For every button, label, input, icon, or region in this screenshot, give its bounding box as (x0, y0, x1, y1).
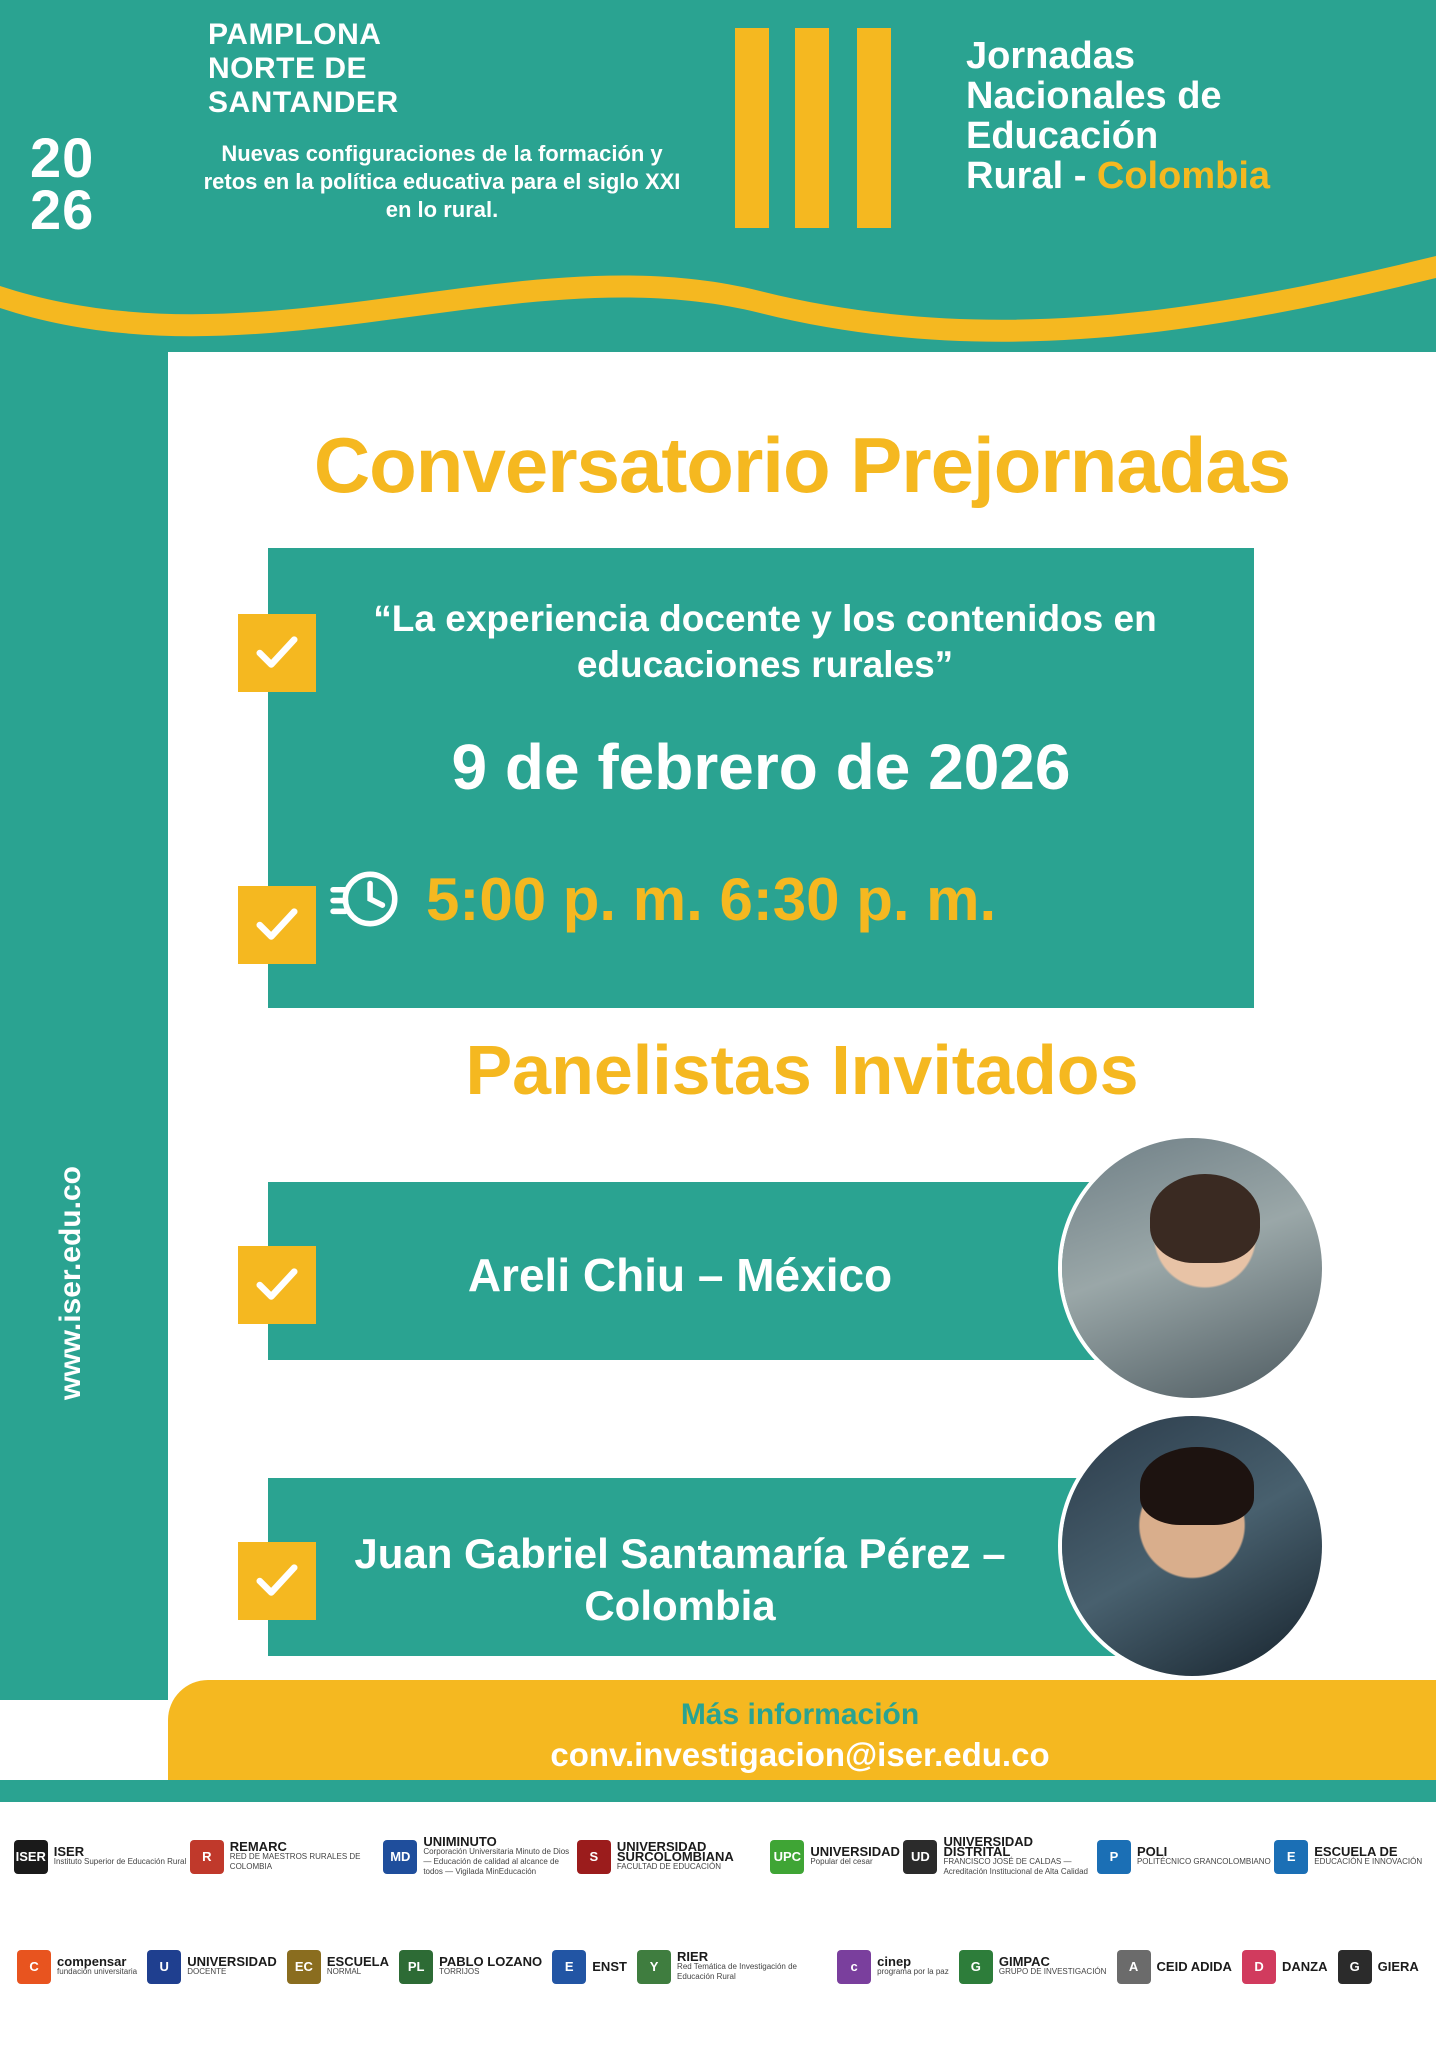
sponsor-logo-text: GIERA (1377, 1959, 1419, 1974)
sponsor-logo-mark: S (577, 1840, 611, 1874)
sponsor-logo-text: ESCUELA NORMAL (326, 1954, 390, 1976)
check-icon-panelist-2 (238, 1542, 316, 1620)
panelist-photo-2 (1058, 1412, 1326, 1680)
sponsor-logo (837, 1950, 949, 1984)
location-line-1: PAMPLONA (208, 18, 382, 51)
sponsor-logo-text: compensar fundación universitaria (57, 1954, 138, 1976)
sponsor-logo-text: ISER Instituto Superior de Educación Rural (53, 1844, 187, 1866)
sponsor-logo-text: ENST (592, 1959, 627, 1974)
location-line-3: SANTANDER (208, 86, 399, 119)
sponsor-logo-text: ESCUELA DE EDUCACIÓN E INNOVACIÓN (1314, 1844, 1423, 1866)
sponsor-logo-text: UNIVERSIDAD DOCENTE (187, 1954, 277, 1976)
topic-text: “La experiencia docente y los contenidos en educaciones rurales” (373, 598, 1157, 685)
sponsor-logo-text: GIMPAC GRUPO DE INVESTIGACIÓN (998, 1954, 1107, 1976)
sponsor-logo-mark: ISER (14, 1840, 48, 1874)
footer-strip (0, 1780, 1436, 1802)
sponsor-logo (1274, 1840, 1422, 1874)
sponsor-logo-text: DANZA (1282, 1959, 1328, 1974)
sponsor-logo-mark: C (17, 1950, 51, 1984)
sponsor-logo-text: PABLO LOZANO TORRIJOS (439, 1954, 543, 1976)
page-title: Conversatorio Prejornadas (313, 421, 1291, 509)
year-label: 20 26 (30, 126, 95, 241)
sponsor-logo-mark: P (1097, 1840, 1131, 1874)
sponsor-logo (1242, 1950, 1328, 1984)
sponsor-logo (577, 1840, 767, 1874)
panelists-heading: Panelistas Invitados (465, 1031, 1139, 1109)
sponsor-logo (17, 1950, 137, 1984)
event-title (966, 36, 1270, 196)
sponsor-logo-text: UNIVERSIDAD DISTRITAL FRANCISCO JOSÉ DE CALDAS — Acreditación Institucional de Alta Calidad (943, 1834, 1088, 1876)
sponsor-logo-text: RIER Red Temática de Investigación de Educación Rural (677, 1949, 797, 1981)
sponsor-logo-mark: Y (637, 1950, 671, 1984)
sponsor-logo-text: UNIVERSIDAD Popular del cesar (810, 1844, 900, 1866)
sponsor-logo-mark: A (1117, 1950, 1151, 1984)
sponsor-logo (1338, 1950, 1419, 1984)
sponsor-logo-text: CEID ADIDA (1156, 1959, 1232, 1974)
sponsor-logo-mark: UPC (770, 1840, 804, 1874)
check-icon-time (238, 886, 316, 964)
event-title-line-2: Nacionales de (966, 75, 1222, 117)
sponsor-logo-mark: c (837, 1950, 871, 1984)
location-label (208, 18, 399, 120)
event-title-line-3: Educación (966, 115, 1159, 157)
sponsor-logo-text: UNIVERSIDAD SURCOLOMBIANA FACULTAD DE EDUCACIÓN (616, 1839, 734, 1871)
sponsor-logo (1097, 1840, 1271, 1874)
sponsor-logo (147, 1950, 277, 1984)
panelist-name-2: Juan Gabriel Santamaría Pérez – Colombia (354, 1530, 1006, 1629)
event-title-line-1: Jornadas (966, 35, 1135, 77)
check-icon-topic (238, 614, 316, 692)
sponsor-logo (770, 1840, 900, 1874)
sponsor-logo-text: REMARC RED DE MAESTROS RURALES DE COLOMBIA (229, 1839, 361, 1871)
sponsor-logo (1117, 1950, 1232, 1984)
panelist-photo-1 (1058, 1134, 1326, 1402)
header-subtitle: Nuevas configuraciones de la formación y retos en la política educativa para el siglo XXI en lo rural. (182, 128, 702, 238)
sponsor-logo (637, 1950, 827, 1984)
sponsor-logo (190, 1840, 380, 1874)
sponsor-logo-mark: E (552, 1950, 586, 1984)
sponsor-logo (383, 1834, 573, 1877)
sponsor-logo-text: UNIMINUTO Corporación Universitaria Minuto de Dios — Educación de calidad al alcance de todos — Vigilada MinEducación (423, 1834, 570, 1876)
sponsor-logo (903, 1834, 1093, 1877)
website-vertical[interactable]: www.iser.edu.co (54, 1166, 87, 1400)
sponsor-logo-mark: E (1274, 1840, 1308, 1874)
sponsor-logo-text: POLI POLITÉCNICO GRANCOLOMBIANO (1136, 1844, 1271, 1866)
event-title-country: Colombia (1096, 155, 1271, 197)
panelist-name-1: Areli Chiu – México (467, 1249, 893, 1301)
sponsor-logo-mark: D (1242, 1950, 1276, 1984)
more-info-label: Más información (680, 1698, 920, 1731)
sponsor-logo-mark: R (190, 1840, 224, 1874)
sponsor-logo (959, 1950, 1107, 1984)
sponsor-logo-row-2 (0, 1912, 1436, 2022)
sponsor-logo-text: cinep programa por la paz (877, 1954, 949, 1976)
location-line-2: NORTE DE (208, 52, 368, 85)
sponsor-logo-mark: G (1338, 1950, 1372, 1984)
event-time: 5:00 p. m. 6:30 p. m. (426, 865, 997, 933)
event-date: 9 de febrero de 2026 (451, 731, 1071, 803)
sponsor-logo-row-1 (0, 1802, 1436, 1912)
clock-icon (330, 862, 404, 936)
sponsor-logo (14, 1840, 187, 1874)
sponsor-logo-mark: MD (383, 1840, 417, 1874)
sponsor-logos (0, 1802, 1436, 2048)
sponsor-logo (399, 1950, 542, 1984)
check-icon-panelist-1 (238, 1246, 316, 1324)
sponsor-logo-mark: UD (903, 1840, 937, 1874)
sponsor-logo (552, 1950, 627, 1984)
time-row (330, 862, 1230, 936)
sponsor-logo-mark: EC (287, 1950, 321, 1984)
sponsor-logo-mark: G (959, 1950, 993, 1984)
event-title-line-4: Rural - (966, 155, 1097, 197)
contact-email[interactable]: conv.investigacion@iser.edu.co (550, 1736, 1050, 1773)
sponsor-logo-mark: PL (399, 1950, 433, 1984)
sponsor-logo (287, 1950, 389, 1984)
wave-decoration (0, 250, 1436, 400)
sponsor-logo-mark: U (147, 1950, 181, 1984)
